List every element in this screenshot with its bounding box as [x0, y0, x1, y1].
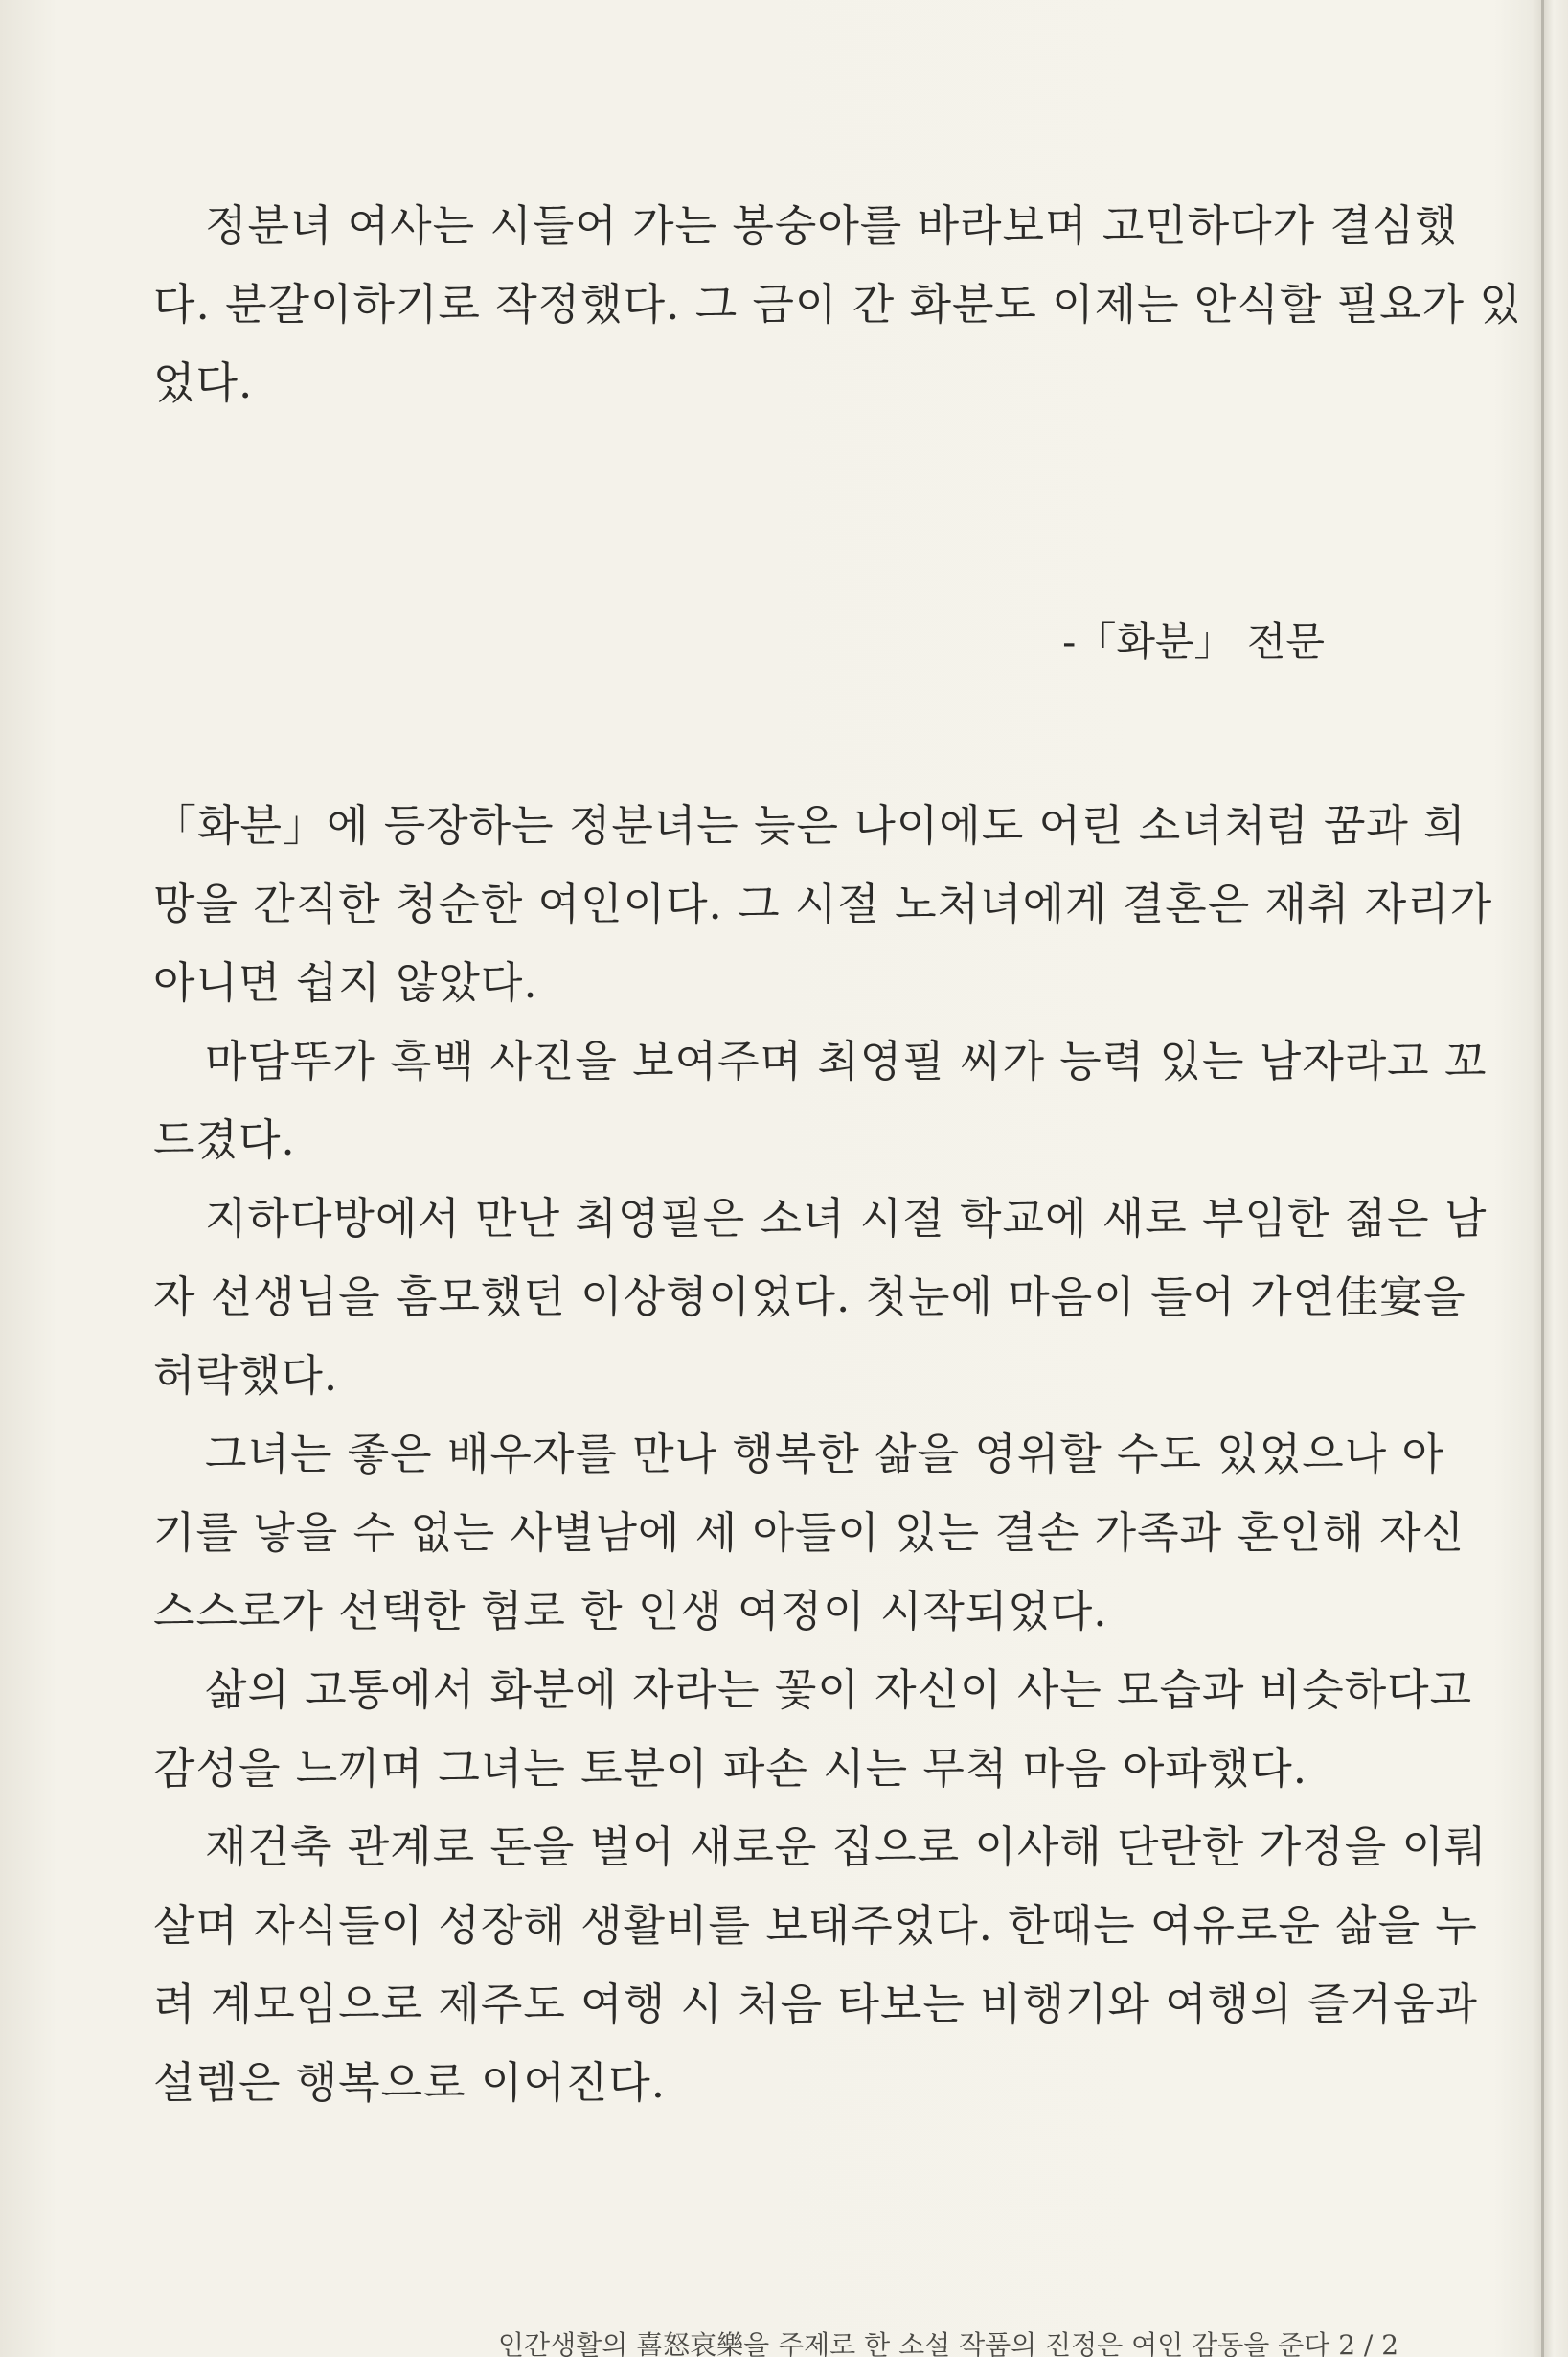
paragraph-line: 감성을 느끼며 그녀는 토분이 파손 시는 무척 마음 아파했다. [153, 1743, 1308, 1794]
page-edge-line [1541, 0, 1544, 2357]
paragraph-line: 그녀는 좋은 배우자를 만나 행복한 삶을 영위할 수도 있었으나 아 [205, 1429, 1444, 1479]
paragraph-line: 자 선생님을 흠모했던 이상형이었다. 첫눈에 마음이 들어 가연佳宴을 [153, 1271, 1466, 1322]
paragraph-line: 삶의 고통에서 화분에 자라는 꽃이 자신이 사는 모습과 비슷하다고 [205, 1664, 1473, 1715]
paragraph-line: 망을 간직한 청순한 여인이다. 그 시절 노처녀에게 결혼은 재취 자리가 [153, 879, 1493, 929]
paragraph-line: 마담뚜가 흑백 사진을 보여주며 최영필 씨가 능력 있는 남자라고 꼬 [205, 1036, 1488, 1087]
paragraph-line: 재건축 관계로 돈을 벌어 새로운 집으로 이사해 단란한 가정을 이뤄 [205, 1821, 1488, 1872]
paragraph-line: 설렘은 행복으로 이어진다. [153, 2057, 667, 2108]
paragraph-line: 드겼다. [153, 1114, 296, 1165]
paragraph-line: 스스로가 선택한 험로 한 인생 여정이 시작되었다. [153, 1586, 1108, 1636]
paragraph-line: 아니면 쉽지 않았다. [153, 957, 538, 1008]
paragraph-line: 「화분」에 등장하는 정분녀는 늦은 나이에도 어린 소녀처럼 꿈과 희 [153, 800, 1466, 851]
quote-line: 었다. [153, 357, 254, 408]
paragraph-line: 허락했다. [153, 1350, 339, 1401]
paragraph-line: 기를 낳을 수 없는 사별남에 세 아들이 있는 결손 가족과 혼인해 자신 [153, 1507, 1466, 1558]
paragraph-line: 살며 자식들이 성장해 생활비를 보태주었다. 한때는 여유로운 삶을 누 [153, 1900, 1478, 1951]
quote-attribution: -「화분」 전문 [1062, 618, 1325, 665]
paragraph-line: 지하다방에서 만난 최영필은 소녀 시절 학교에 새로 부임한 젊은 남 [205, 1193, 1488, 1244]
body-text [153, 787, 1493, 2122]
quote-line: 다. 분갈이하기로 작정했다. 그 금이 간 화분도 이제는 안식할 필요가 있 [153, 279, 1522, 330]
paragraph-line: 려 계모임으로 제주도 여행 시 처음 타보는 비행기와 여행의 즐거움과 [153, 1979, 1478, 2029]
quoted-passage [153, 187, 1522, 423]
running-footer: 인간생활의 喜怒哀樂을 주제로 한 소설 작품의 진정은 여인 감동을 준다 2 / 2 [498, 2329, 1399, 2357]
quote-line: 정분녀 여사는 시들어 가는 봉숭아를 바라보며 고민하다가 결심했 [205, 200, 1458, 251]
